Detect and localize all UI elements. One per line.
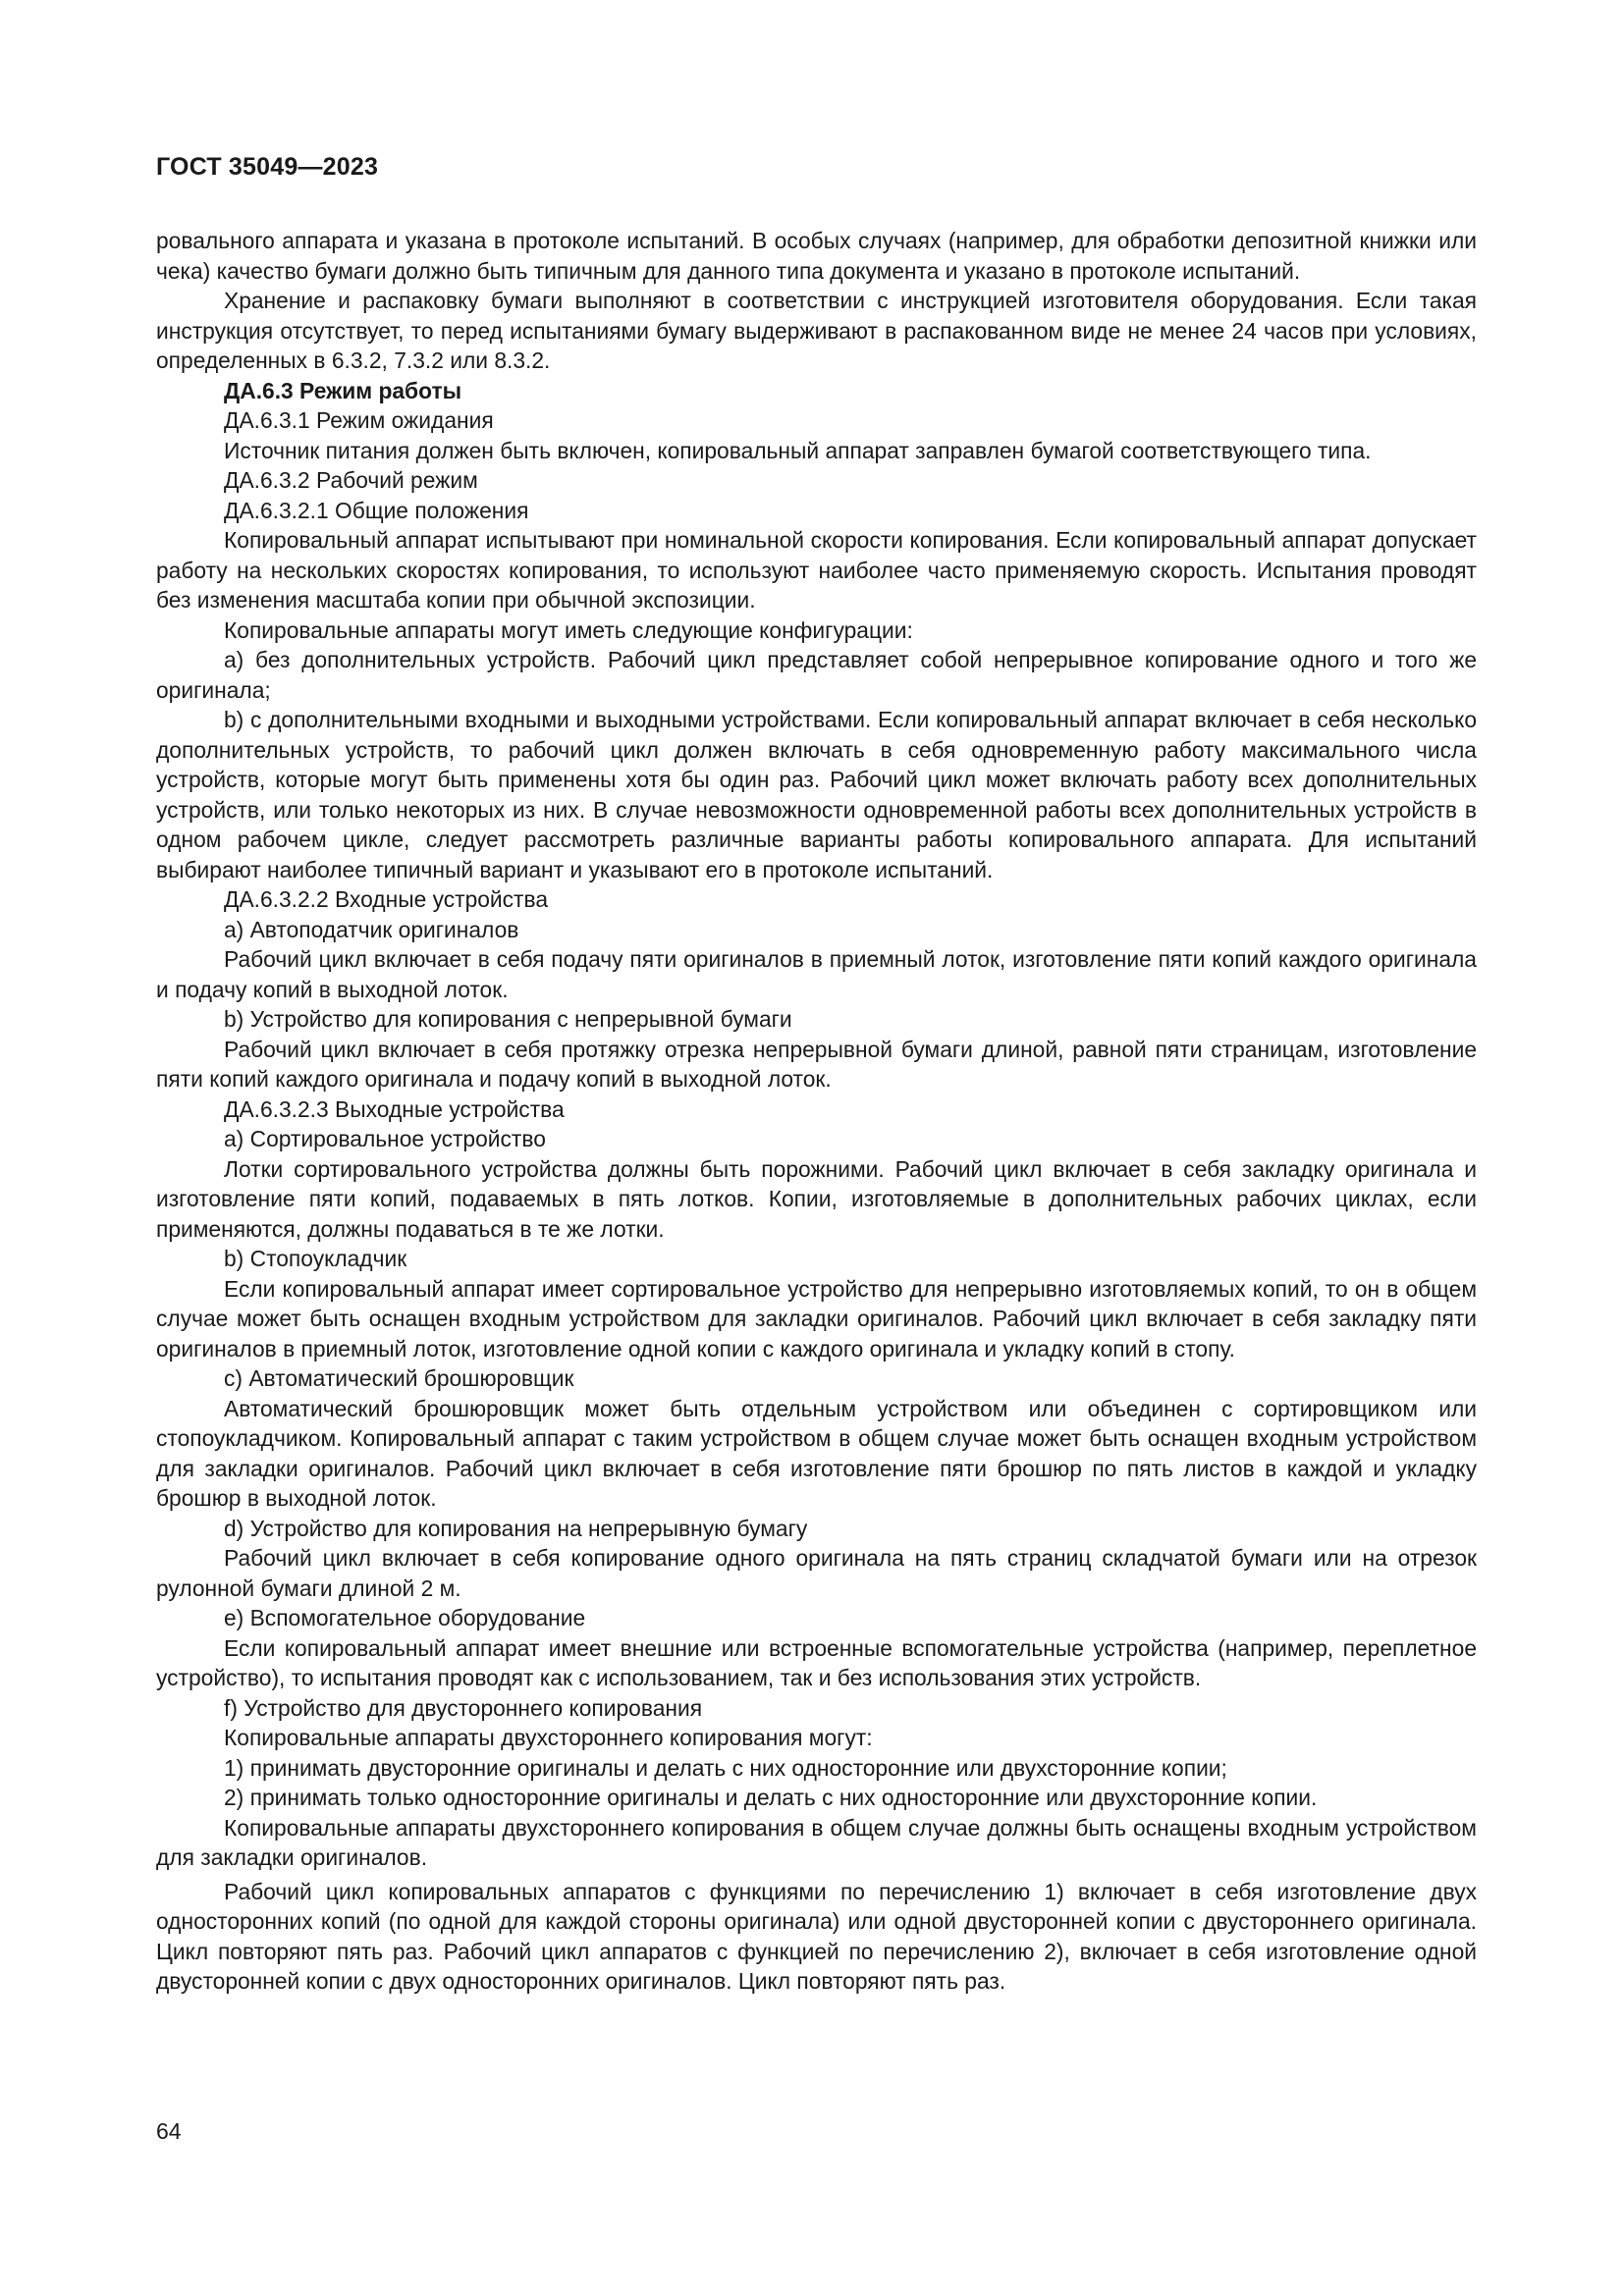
paragraph-stapler: Автоматический брошюровщик может быть отдельным устройством или объединен с сортировщиком или стопоукладчиком. Копировальный аппарат с таким устройством в общем случае может быть оснащен входным устройством для закладки оригиналов. Рабочий цикл включает в себя изготовление пяти брошюр по пять листов в каждой и укладку брошюр в выходной лоток. (156, 1395, 1477, 1511)
paragraph-sorter: Лотки сортировального устройства должны быть порожними. Рабочий цикл включает в себя закладку оригинала и изготовление пяти копий, подаваемых в пять лотков. Копии, изготовляемые в дополнительных рабочих циклах, если применяются, должны подаваться в те же лотки. (156, 1155, 1477, 1242)
document-header: ГОСТ 35049—2023 (156, 153, 379, 181)
item-heading-auxiliary: е) Вспомогательное оборудование (224, 1605, 586, 1630)
item-heading-stacker: b) Стопоукладчик (224, 1246, 407, 1271)
paragraph-continuous-input: Рабочий цикл включает в себя протяжку отрезка непрерывной бумаги длиной, равной пяти страницам, изготовление пяти копий каждого оригинала и подачу копий в выходной лоток. (156, 1036, 1477, 1092)
paragraph-autofeeder: Рабочий цикл включает в себя подачу пяти оригиналов в приемный лоток, изготовление пяти копий каждого оригинала и подачу копий в выходной лоток. (156, 946, 1477, 1002)
subsection-heading-da-6-3-2-3: ДА.6.3.2.3 Выходные устройства (224, 1095, 565, 1122)
item-heading-sorter: а) Сортировальное устройство (224, 1126, 546, 1151)
document-body (156, 226, 1477, 1997)
list-item-duplex-2: 2) принимать только односторонние оригиналы и делать с них односторонние или двухсторонние копии. (224, 1785, 1318, 1810)
page-number: 64 (156, 2118, 182, 2144)
subsection-heading-da-6-3-2-2: ДА.6.3.2.2 Входные устройства (224, 886, 549, 912)
paragraph-stacker: Если копировальный аппарат имеет сортировальное устройство для непрерывно изготовляемых копий, то он в общем случае может быть оснащен входным устройством для закладки оригиналов. Рабочий цикл включает в себя закладку пяти оригиналов в приемный лоток, изготовление одной копии с каждого оригинала и укладку копий в стопу. (156, 1275, 1477, 1362)
paragraph-duplex-intro: Копировальные аппараты двухстороннего копирования могут: (224, 1725, 873, 1750)
item-heading-duplex: f) Устройство для двустороннего копирования (224, 1694, 703, 1721)
item-heading-stapler: с) Автоматический брошюровщик (224, 1365, 574, 1391)
subsection-heading-da-6-3-1: ДА.6.3.1 Режим ожидания (224, 407, 494, 433)
subsection-heading-da-6-3-2: ДА.6.3.2 Рабочий режим (224, 467, 478, 493)
item-heading-autofeeder: а) Автоподатчик оригиналов (224, 916, 519, 942)
list-item-b: b) с дополнительными входными и выходными устройствами. Если копировальный аппарат включает в себя несколько дополнительных устройств, то рабочий цикл должен включать в себя одновременную работу максимального числа устройств, которые могут быть применены хотя бы один раз. Рабочий цикл может включать работу всех дополнительных устройств, или только некоторых из них. В случае невозможности одновременной работы всех дополнительных устройств в одном рабочем цикле, следует рассмотреть различные варианты работы копировального аппарата. Для испытаний выбирают наиболее типичный вариант и указывают его в протоколе испытаний. (156, 707, 1477, 882)
subsection-heading-da-6-3-2-1: ДА.6.3.2.1 Общие положения (224, 497, 529, 523)
paragraph-continuous-output: Рабочий цикл включает в себя копирование одного оригинала на пять страниц складчатой бумаги или на отрезок рулонной бумаги длиной 2 м. (156, 1545, 1477, 1601)
paragraph-paper-storage: Хранение и распаковку бумаги выполняют в соответствии с инструкцией изготовителя оборудования. Если такая инструкция отсутствует, то перед испытаниями бумагу выдерживают в распакованном виде не менее 24 часов при условиях, определенных в 6.3.2, 7.3.2 или 8.3.2. (156, 288, 1477, 373)
item-heading-continuous-input: b) Устройство для копирования с непрерывной бумаги (224, 1006, 792, 1032)
list-item-a: а) без дополнительных устройств. Рабочий цикл представляет собой непрерывное копирование одного и того же оригинала; (156, 647, 1477, 703)
paragraph-duplex-cycle: Рабочий цикл копировальных аппаратов с функциями по перечислению 1) включает в себя изготовление двух односторонних копий (по одной для каждой стороны оригинала) или одной двусторонней копии с двустороннего оригинала. Цикл повторяют пять раз. Рабочий цикл аппаратов с функцией по перечислению 2), включает в себя изготовление одной двусторонней копии с двух односторонних оригиналов. Цикл повторяют пять раз. (156, 1878, 1477, 1994)
list-item-duplex-1: 1) принимать двусторонние оригиналы и делать с них односторонние или двухсторонние копии; (224, 1754, 1227, 1781)
paragraph-configurations: Копировальные аппараты могут иметь следующие конфигурации: (224, 616, 913, 643)
paragraph-auxiliary: Если копировальный аппарат имеет внешние или встроенные вспомогательные устройства (например, переплетное устройство), то испытания проводят как с использованием, так и без использования этих устройств. (156, 1634, 1477, 1690)
section-heading-da-6-3: ДА.6.3 Режим работы (224, 377, 462, 403)
paragraph-general: Копировальный аппарат испытывают при номинальной скорости копирования. Если копировальный аппарат допускает работу на нескольких скоростях копирования, то используют наиболее часто применяемую скорость. Испытания проводят без изменения масштаба копии при обычной экспозиции. (156, 527, 1477, 613)
item-heading-continuous-output: d) Устройство для копирования на непрерывную бумагу (224, 1515, 808, 1541)
paragraph-standby: Источник питания должен быть включен, копировальный аппарат заправлен бумагой соответствующего типа. (224, 437, 1372, 463)
paragraph-duplex-input: Копировальные аппараты двухстороннего копирования в общем случае должны быть оснащены входным устройством для закладки оригиналов. (156, 1814, 1477, 1870)
paragraph-continuation: ровального аппарата и указана в протоколе испытаний. В особых случаях (например, для обработки депозитной книжки или чека) качество бумаги должно быть типичным для данного типа документа и указано в протоколе испытаний. (156, 228, 1477, 284)
